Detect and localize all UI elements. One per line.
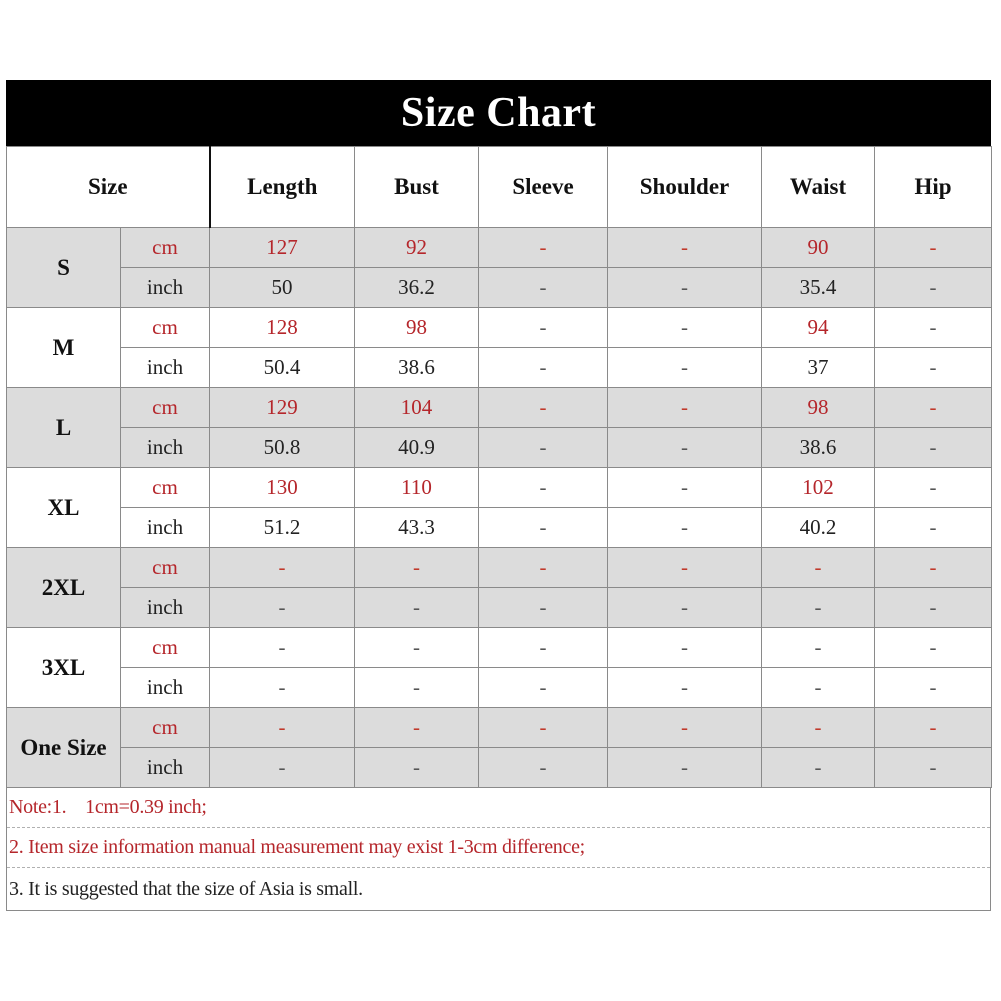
table-row [7,588,992,628]
cell-length-cm: 129 [210,388,355,428]
size-label: 3XL [7,628,121,708]
cell-sleeve-inch: - [479,588,608,628]
cell-sleeve-cm: - [479,708,608,748]
table-row [7,348,992,388]
unit-label-cm: cm [121,308,210,348]
cell-hip-cm: - [875,308,992,348]
cell-sleeve-inch: - [479,508,608,548]
note-asia-size: 3. It is suggested that the size of Asia is small. [9,877,363,900]
cell-bust-cm: 110 [355,468,479,508]
cell-hip-cm: - [875,388,992,428]
cell-waist-inch: - [762,668,875,708]
cell-bust-inch: 36.2 [355,268,479,308]
unit-label-cm: cm [121,708,210,748]
unit-label-cm: cm [121,388,210,428]
cell-waist-inch: 35.4 [762,268,875,308]
cell-sleeve-inch: - [479,348,608,388]
cell-bust-inch: 43.3 [355,508,479,548]
cell-waist-inch: 38.6 [762,428,875,468]
cell-hip-cm: - [875,548,992,588]
cell-hip-inch: - [875,508,992,548]
size-label: 2XL [7,548,121,628]
cell-hip-cm: - [875,468,992,508]
cell-hip-inch: - [875,668,992,708]
table-row [7,628,992,668]
size-chart [6,80,991,911]
cell-shoulder-cm: - [608,708,762,748]
cell-bust-cm: 104 [355,388,479,428]
cell-shoulder-cm: - [608,308,762,348]
table-row [7,428,992,468]
cell-waist-inch: 40.2 [762,508,875,548]
cell-bust-inch: - [355,588,479,628]
header-shoulder: Shoulder [608,147,762,228]
cell-shoulder-cm: - [608,228,762,268]
cell-bust-cm: - [355,708,479,748]
cell-waist-cm: - [762,548,875,588]
cell-hip-cm: - [875,228,992,268]
cell-sleeve-cm: - [479,628,608,668]
size-label: One Size [7,708,121,788]
size-label: M [7,308,121,388]
cell-length-inch: - [210,668,355,708]
cell-waist-inch: - [762,748,875,788]
cell-waist-cm: 90 [762,228,875,268]
cell-hip-cm: - [875,628,992,668]
cell-bust-inch: 38.6 [355,348,479,388]
cell-shoulder-cm: - [608,548,762,588]
cell-length-cm: 127 [210,228,355,268]
cell-sleeve-cm: - [479,228,608,268]
table-row [7,388,992,428]
table-row [7,308,992,348]
cell-sleeve-cm: - [479,308,608,348]
table-row [7,268,992,308]
cell-waist-inch: 37 [762,348,875,388]
note-measurement: 2. Item size information manual measurement may exist 1-3cm difference; [7,828,990,868]
cell-waist-cm: 94 [762,308,875,348]
note-conversion: Note:1. 1cm=0.39 inch; [7,788,990,828]
table-row [7,548,992,588]
cell-sleeve-cm: - [479,388,608,428]
unit-label-inch: inch [121,588,210,628]
header-hip: Hip [875,147,992,228]
unit-label-inch: inch [121,268,210,308]
header-bust: Bust [355,147,479,228]
cell-hip-inch: - [875,268,992,308]
cell-sleeve-inch: - [479,268,608,308]
cell-sleeve-cm: - [479,468,608,508]
cell-shoulder-cm: - [608,628,762,668]
cell-hip-cm: - [875,708,992,748]
header-length: Length [210,147,355,228]
cell-hip-inch: - [875,748,992,788]
cell-length-cm: 130 [210,468,355,508]
cell-shoulder-inch: - [608,428,762,468]
size-label: XL [7,468,121,548]
cell-shoulder-inch: - [608,348,762,388]
cell-bust-cm: - [355,628,479,668]
unit-label-cm: cm [121,628,210,668]
table-row [7,708,992,748]
cell-bust-cm: - [355,548,479,588]
cell-sleeve-inch: - [479,748,608,788]
cell-shoulder-cm: - [608,468,762,508]
size-label: L [7,388,121,468]
cell-bust-inch: 40.9 [355,428,479,468]
unit-label-cm: cm [121,548,210,588]
cell-hip-inch: - [875,428,992,468]
unit-label-cm: cm [121,228,210,268]
cell-bust-inch: - [355,668,479,708]
cell-length-cm: - [210,628,355,668]
cell-length-inch: 50.4 [210,348,355,388]
cell-length-inch: 50.8 [210,428,355,468]
cell-waist-cm: 98 [762,388,875,428]
header-sleeve: Sleeve [479,147,608,228]
cell-bust-cm: 92 [355,228,479,268]
cell-shoulder-inch: - [608,508,762,548]
cell-length-inch: - [210,588,355,628]
unit-label-cm: cm [121,468,210,508]
cell-hip-inch: - [875,348,992,388]
cell-waist-cm: 102 [762,468,875,508]
cell-waist-cm: - [762,628,875,668]
cell-length-inch: 50 [210,268,355,308]
cell-sleeve-inch: - [479,428,608,468]
cell-shoulder-inch: - [608,748,762,788]
unit-label-inch: inch [121,748,210,788]
cell-length-cm: - [210,548,355,588]
cell-bust-cm: 98 [355,308,479,348]
cell-length-cm: - [210,708,355,748]
header-waist: Waist [762,147,875,228]
size-label: S [7,228,121,308]
unit-label-inch: inch [121,428,210,468]
chart-title: Size Chart [6,80,991,146]
cell-shoulder-cm: - [608,388,762,428]
cell-shoulder-inch: - [608,668,762,708]
cell-waist-cm: - [762,708,875,748]
cell-hip-inch: - [875,588,992,628]
table-row [7,508,992,548]
cell-length-inch: - [210,748,355,788]
header-size: Size [7,147,210,228]
table-row [7,668,992,708]
table-row [7,228,992,268]
cell-length-cm: 128 [210,308,355,348]
notes-section [6,788,991,911]
cell-sleeve-cm: - [479,548,608,588]
size-table [6,146,992,788]
cell-shoulder-inch: - [608,268,762,308]
unit-label-inch: inch [121,668,210,708]
cell-waist-inch: - [762,588,875,628]
cell-shoulder-inch: - [608,588,762,628]
cell-bust-inch: - [355,748,479,788]
unit-label-inch: inch [121,348,210,388]
unit-label-inch: inch [121,508,210,548]
table-row [7,748,992,788]
cell-length-inch: 51.2 [210,508,355,548]
table-row [7,468,992,508]
header-row [7,147,992,228]
cell-sleeve-inch: - [479,668,608,708]
